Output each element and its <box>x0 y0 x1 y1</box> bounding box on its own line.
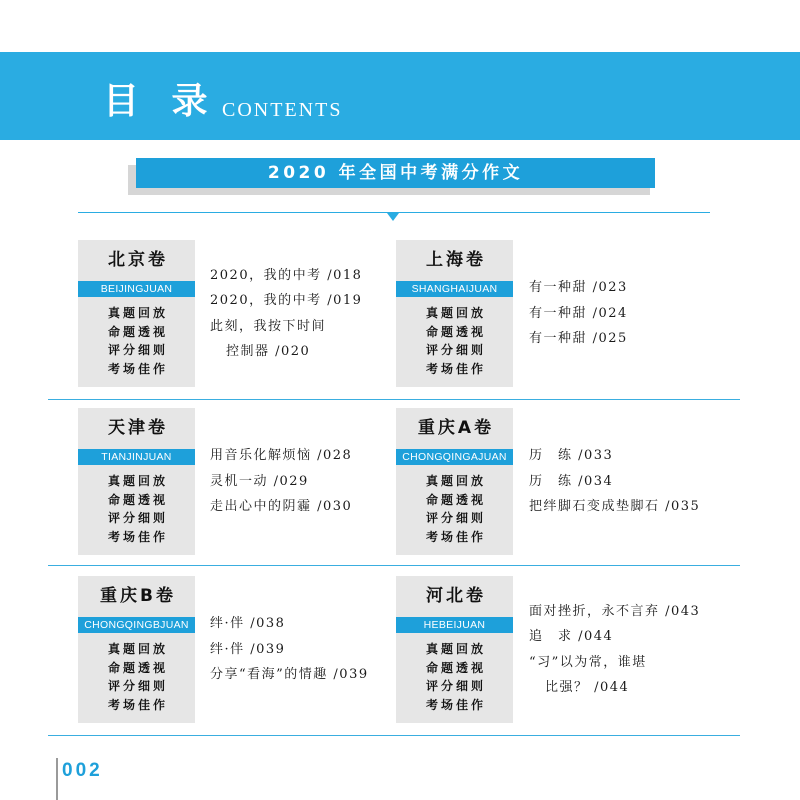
page-number: 002 <box>62 760 103 781</box>
toc-entry-line: 分享“看海”的情趣 /039 <box>210 667 369 683</box>
toc-entry-line: 用音乐化解烦恼 /028 <box>210 448 353 464</box>
toc-entry-line: 追 求 /044 <box>529 629 614 644</box>
toc-entry-line: 绊·伴 /039 <box>210 641 286 657</box>
region-name: 天津卷 <box>108 418 168 438</box>
page-number-rule <box>56 758 58 800</box>
toc-entry <box>210 611 392 637</box>
toc-entry <box>529 650 739 701</box>
category-list <box>78 304 195 379</box>
category-item: 真题回放 <box>425 306 486 320</box>
category-list <box>78 472 195 547</box>
section-title: 2020 年全国中考满分作文 <box>136 158 655 188</box>
category-item: 评分细则 <box>107 511 168 526</box>
toc-entry <box>529 301 739 327</box>
region-pinyin-strip: TIANJINJUAN <box>78 449 195 465</box>
toc-entry <box>529 275 739 301</box>
category-item: 真题回放 <box>425 642 486 656</box>
region-pinyin-strip: SHANGHAIJUAN <box>396 281 513 297</box>
toc-entry <box>529 469 739 495</box>
region-pinyin-strip: CHONGQINGAJUAN <box>396 449 513 465</box>
toc-entry <box>529 494 739 520</box>
region-name: 河北卷 <box>426 586 486 606</box>
region-name: 重庆B卷 <box>100 586 176 606</box>
panel-tianjin <box>78 408 195 555</box>
page-title: 目 录 <box>103 81 218 122</box>
caret-down-icon <box>387 213 399 221</box>
category-item: 命题透视 <box>107 324 168 339</box>
panel-chongqing-b <box>78 576 195 723</box>
category-item: 命题透视 <box>107 660 168 675</box>
row-divider <box>48 399 740 400</box>
toc-entry-line: 走出心中的阴霾 /030 <box>210 499 353 515</box>
category-item: 命题透视 <box>107 492 168 507</box>
category-item: 命题透视 <box>425 492 486 507</box>
toc-entry <box>529 624 739 650</box>
row-divider <box>48 565 740 566</box>
category-list <box>78 640 195 715</box>
toc-entry <box>210 288 392 314</box>
toc-entry <box>210 494 392 520</box>
toc-entry-line: 有一种甜 /024 <box>529 305 628 321</box>
toc-entry-line-continued: 控制器 /020 <box>226 344 311 359</box>
category-item: 考场佳作 <box>107 530 168 545</box>
toc-entry-line: “习”以为常，谁堪 <box>529 654 647 670</box>
toc-entry-line-continued: 比强？ /044 <box>545 680 630 695</box>
toc-entry <box>529 326 739 352</box>
panel-hebei <box>396 576 513 723</box>
region-name: 北京卷 <box>108 250 168 270</box>
toc-entry-line: 2020，我的中考 /019 <box>210 293 363 308</box>
region-pinyin-strip: HEBEIJUAN <box>396 617 513 633</box>
panel-shanghai <box>396 240 513 387</box>
toc-entry-line: 2020，我的中考 /018 <box>210 267 363 283</box>
entries-hebei <box>529 576 739 723</box>
toc-entry-line: 此刻，我按下时间 <box>210 318 327 334</box>
category-item: 命题透视 <box>425 324 486 339</box>
category-item: 命题透视 <box>425 660 486 675</box>
region-pinyin-strip: BEIJINGJUAN <box>78 281 195 297</box>
panel-chongqing-a <box>396 408 513 555</box>
region-pinyin-strip: CHONGQINGBJUAN <box>78 617 195 633</box>
category-item: 评分细则 <box>107 343 168 358</box>
category-item: 考场佳作 <box>107 698 168 713</box>
category-item: 评分细则 <box>425 511 486 526</box>
category-item: 评分细则 <box>107 679 168 694</box>
category-item: 真题回放 <box>425 474 486 488</box>
toc-entry <box>210 263 392 289</box>
page-title-english: CONTENTS <box>222 99 343 121</box>
category-list <box>396 304 513 379</box>
toc-entry <box>210 637 392 663</box>
region-name: 重庆A卷 <box>417 418 495 438</box>
panel-beijing <box>78 240 195 387</box>
category-list <box>396 472 513 547</box>
toc-entry-line: 把绊脚石变成垫脚石 /035 <box>529 499 701 515</box>
toc-entry <box>529 599 739 625</box>
entries-shanghai <box>529 240 739 387</box>
entries-chongqing-b <box>210 576 392 723</box>
toc-entry-line: 历 练 /034 <box>529 473 614 489</box>
toc-entry-line: 历 练 /033 <box>529 448 614 464</box>
toc-entry <box>210 314 392 365</box>
category-item: 评分细则 <box>425 679 486 694</box>
category-item: 考场佳作 <box>425 698 486 713</box>
region-name: 上海卷 <box>426 250 486 270</box>
category-list <box>396 640 513 715</box>
toc-entry <box>210 469 392 495</box>
toc-entry <box>210 443 392 469</box>
entries-chongqing-a <box>529 408 739 555</box>
toc-entry-line: 灵机一动 /029 <box>210 473 309 489</box>
toc-entry-line: 绊·伴 /038 <box>210 616 286 632</box>
toc-entry-line: 有一种甜 /023 <box>529 280 628 296</box>
category-item: 真题回放 <box>107 306 168 320</box>
category-item: 评分细则 <box>425 343 486 358</box>
toc-entry <box>529 443 739 469</box>
toc-entry <box>210 662 392 688</box>
row-divider <box>48 735 740 736</box>
entries-tianjin <box>210 408 392 555</box>
category-item: 考场佳作 <box>425 530 486 545</box>
category-item: 考场佳作 <box>107 362 168 377</box>
entries-beijing <box>210 240 392 387</box>
category-item: 考场佳作 <box>425 362 486 377</box>
category-item: 真题回放 <box>107 474 168 488</box>
toc-entry-line: 有一种甜 /025 <box>529 331 628 347</box>
category-item: 真题回放 <box>107 642 168 656</box>
toc-entry-line: 面对挫折，永不言弃 /043 <box>529 603 701 619</box>
